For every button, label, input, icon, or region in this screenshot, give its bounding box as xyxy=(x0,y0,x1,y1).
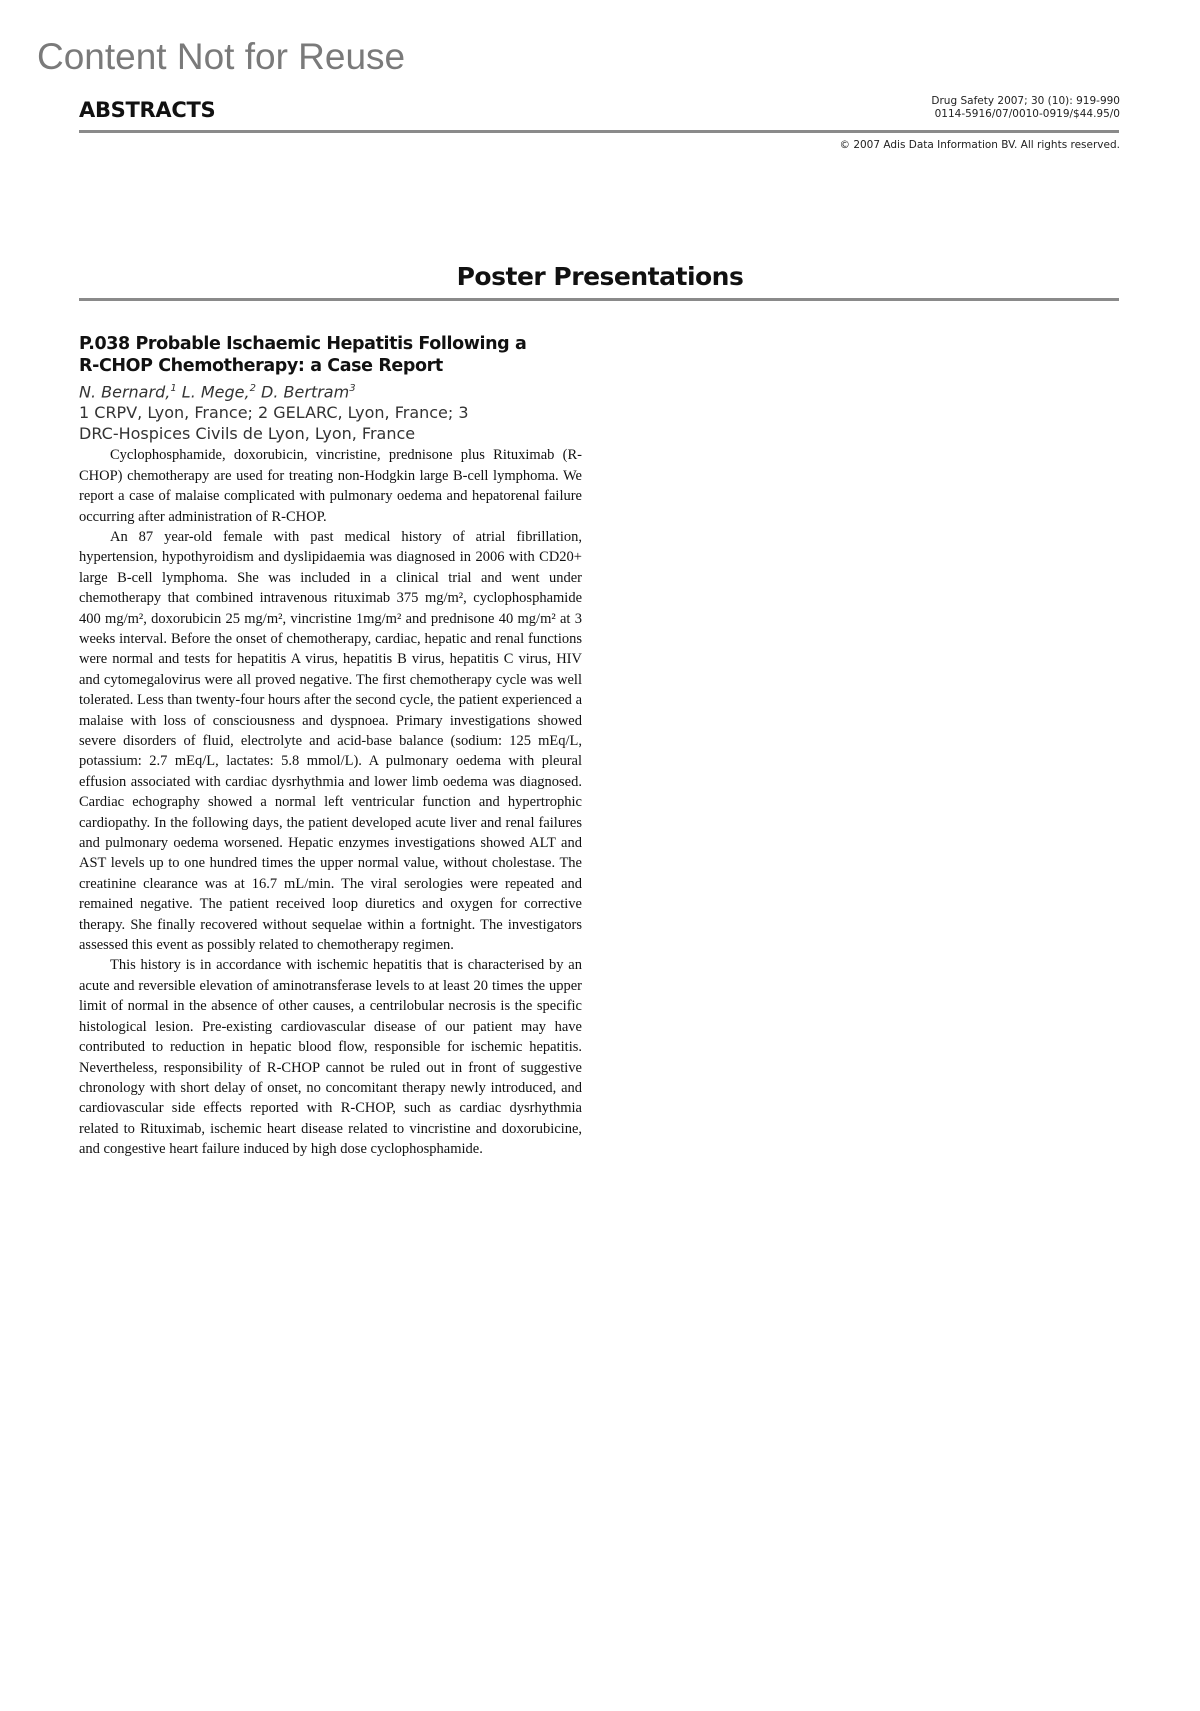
section-title: Poster Presentations xyxy=(456,262,744,291)
watermark: Content Not for Reuse xyxy=(37,36,406,77)
citation-line: Drug Safety 2007; 30 (10): 919-990 xyxy=(931,95,1120,107)
section-rule xyxy=(79,298,1119,301)
abstract-title-line: R-CHOP Chemotherapy: a Case Report xyxy=(79,356,443,376)
copyright-notice: © 2007 Adis Data Information BV. All rights reserved. xyxy=(839,139,1120,151)
author-name: L. Mege, xyxy=(176,382,250,402)
citation-block xyxy=(931,95,1120,121)
header-rule xyxy=(79,130,1119,133)
author-affiliation-mark: 3 xyxy=(349,383,356,394)
author-name: D. Bertram xyxy=(255,382,350,402)
citation-line: 0114-5916/07/0010-0919/$44.95/0 xyxy=(934,108,1120,120)
body-paragraph: Cyclophosphamide, doxorubicin, vincristine, prednisone plus Rituximab (R-CHOP) chemotherapy are used for treating non-Hodgkin large B-cell lymphoma. We report a case of malaise complicated with pulmonary oedema and hepatorenal failure occurring after administration of R-CHOP. xyxy=(79,447,582,525)
author-affiliation-mark: 2 xyxy=(249,383,256,394)
author-name: N. Bernard, xyxy=(79,382,171,402)
author-list xyxy=(79,378,582,402)
affiliation-line: 1 CRPV, Lyon, France; 2 GELARC, Lyon, France; 3 xyxy=(79,403,469,423)
body-paragraph: An 87 year-old female with past medical history of atrial fibrillation, hypertension, hypothyroidism and dyslipidaemia was diagnosed in 2006 with CD20+ large B-cell lymphoma. She was included in a clinical trial and went under chemotherapy that combined intravenous rituximab 375 mg/m², cyclophosphamide 400 mg/m², doxorubicin 25 mg/m², vincristine 1mg/m² and prednisone 40 mg/m² at 3 weeks interval. Before the onset of chemotherapy, cardiac, hepatic and renal functions were normal and tests for hepatitis A virus, hepatitis B virus, hepatitis C virus, HIV and cytomegalovirus were all proved negative. The first chemotherapy cycle was well tolerated. Less than twenty-four hours after the second cycle, the patient experienced a malaise with loss of consciousness and dyspnoea. Primary investigations showed severe disorders of fluid, electrolyte and acid-base balance (sodium: 125 mEq/L, potassium: 2.7 mEq/L, lactates: 5.8 mmol/L). A pulmonary oedema with pleural effusion associated with cardiac dysrhythmia and lower limb oedema was diagnosed. Cardiac echography showed a normal left ventricular function and hypertrophic cardiopathy. In the following days, the patient developed acute liver and renal failures and pulmonary oedema worsened. Hepatic enzymes investigations showed ALT and AST levels up to one hundred times the upper normal value, without cholestase. The creatinine clearance was at 16.7 mL/min. The viral serologies were repeated and remained negative. The patient received loop diuretics and oxygen for corrective therapy. She finally recovered without sequelae within a fortnight. The investigators assessed this event as possibly related to chemotherapy regimen. xyxy=(79,528,582,954)
affiliations xyxy=(79,402,582,444)
author-affiliation-mark: 1 xyxy=(170,383,177,394)
affiliation-line: DRC-Hospices Civils de Lyon, Lyon, France xyxy=(79,424,416,444)
abstract-title-line: P.038 Probable Ischaemic Hepatitis Following a xyxy=(79,334,527,354)
abstract xyxy=(79,333,582,1160)
journal-section-title: ABSTRACTS xyxy=(79,98,216,122)
body-paragraph: This history is in accordance with ischemic hepatitis that is characterised by an acute and reversible elevation of aminotransferase levels to at least 20 times the upper limit of normal in the absence of other causes, a centrilobular necrosis is the specific histological lesion. Pre-existing cardiovascular disease of our patient may have contributed to reduction in hepatic blood flow, responsible for ischemic hepatitis. Nevertheless, responsibility of R-CHOP cannot be ruled out in front of suggestive chronology with short delay of onset, no concomitant therapy newly introduced, and cardiovascular side effects reported with R-CHOP, such as cardiac dysrhythmia related to Rituximab, ischemic heart disease related to vincristine and doxorubicine, and congestive heart failure induced by high dose cyclophosphamide. xyxy=(79,957,582,1158)
abstract-body xyxy=(79,445,582,1159)
abstract-title xyxy=(79,333,582,377)
